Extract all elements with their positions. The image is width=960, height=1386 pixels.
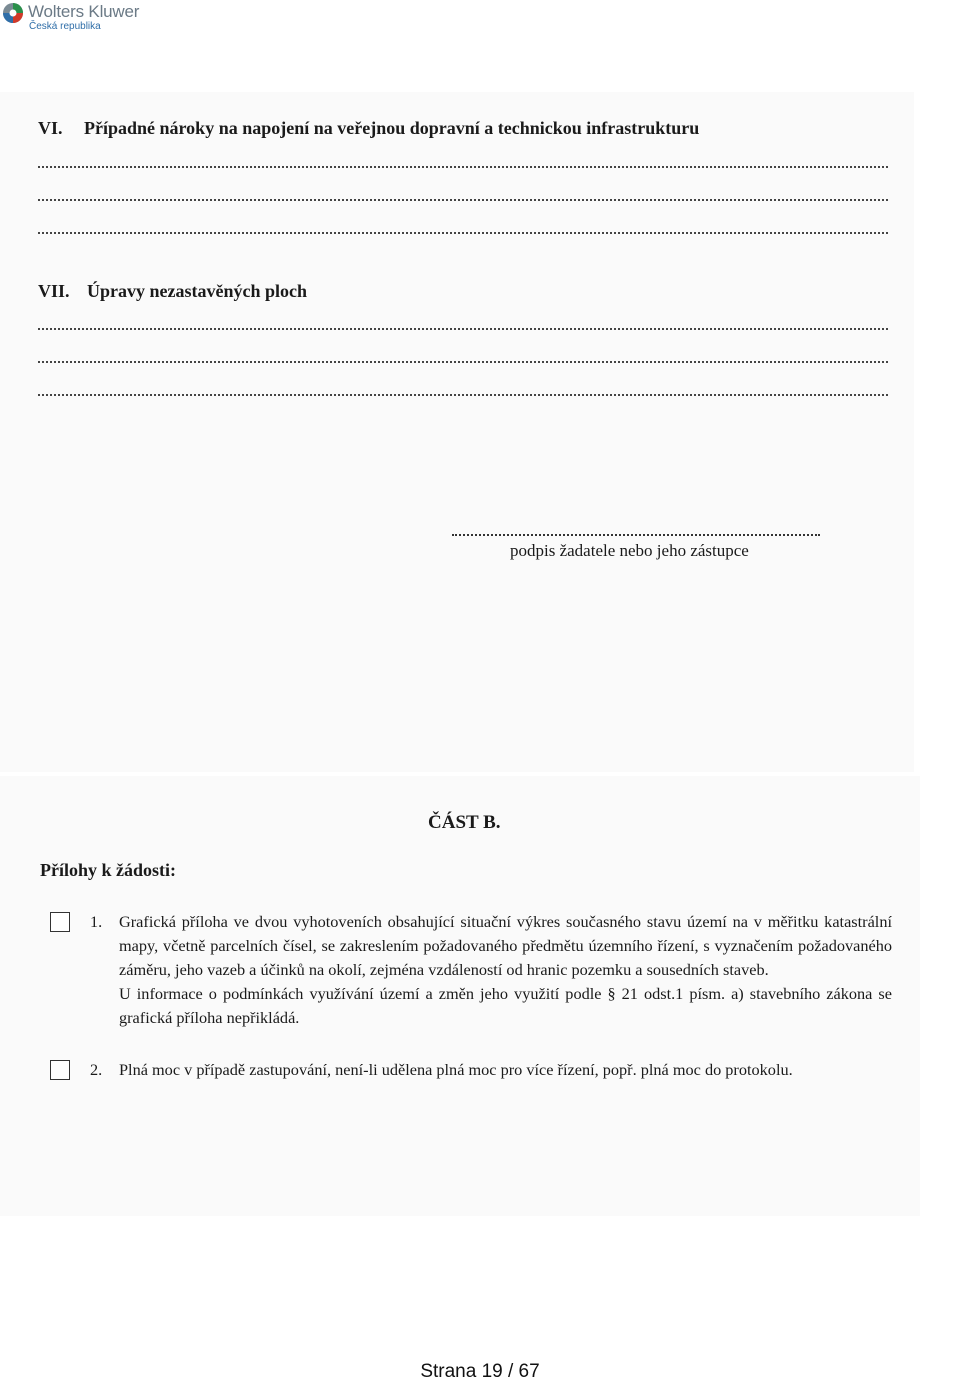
attachment-1-number: 1. [90,912,103,931]
attachments-title: Přílohy k žádosti: [40,860,177,880]
attachment-1-note: U informace o podmínkách využívání území a změn jeho využití podle § 21 odst.1 písm. a) stavebního zákona se grafická příloha nepřikládá. [119,984,892,1027]
attachment-1-text-block [119,910,892,1030]
section-6-title: Případné nároky na napojení na veřejnou dopravní a technickou infrastrukturu [84,118,700,138]
section-7-fill-line[interactable] [38,394,888,396]
attachment-2-checkbox[interactable] [50,1060,70,1080]
section-7-heading [38,281,307,302]
section-7-number: VII. [38,281,70,301]
section-7-fill-line[interactable] [38,328,888,330]
section-6-fill-line[interactable] [38,232,888,234]
section-7-fill-line[interactable] [38,361,888,363]
section-7-title: Úpravy nezastavěných ploch [87,281,307,301]
logo-name: Wolters Kluwer [28,2,140,21]
attachment-item [50,1058,892,1108]
attachment-2-text: Plná moc v případě zastupování, není-li udělena plná moc pro více řízení, popř. plná moc do protokolu. [119,1060,793,1079]
attachment-1-checkbox[interactable] [50,912,70,932]
section-6-heading [38,118,699,139]
page-number: Strana 19 / 67 [420,1361,540,1382]
section-6-number: VI. [38,118,63,138]
attachment-2-text-block [119,1058,892,1082]
logo-subtitle: Česká republika [29,21,101,32]
publisher-logo [2,2,139,32]
attachment-1-text: Grafická příloha ve dvou vyhotoveních obsahující situační výkres současného stavu území na v měřitku katastrální mapy, včetně parcelních čísel, se zakreslením požadovaného předmětu územního řízení, s vyznačením požadovaného záměru, jeho vazeb a účinků na okolí, zejména vzdáleností od hranic pozemku a sousedních staveb. [119,912,892,979]
part-title: ČÁST B. [428,812,501,833]
attachment-2-number: 2. [90,1060,103,1079]
section-6-fill-line[interactable] [38,166,888,168]
wolters-kluwer-logo-icon [2,2,24,24]
signature-line[interactable] [452,534,820,536]
scanned-page-top [0,92,914,772]
attachment-item [50,910,892,1055]
signature-label: podpis žadatele nebo jeho zástupce [510,541,749,560]
section-6-fill-line[interactable] [38,199,888,201]
